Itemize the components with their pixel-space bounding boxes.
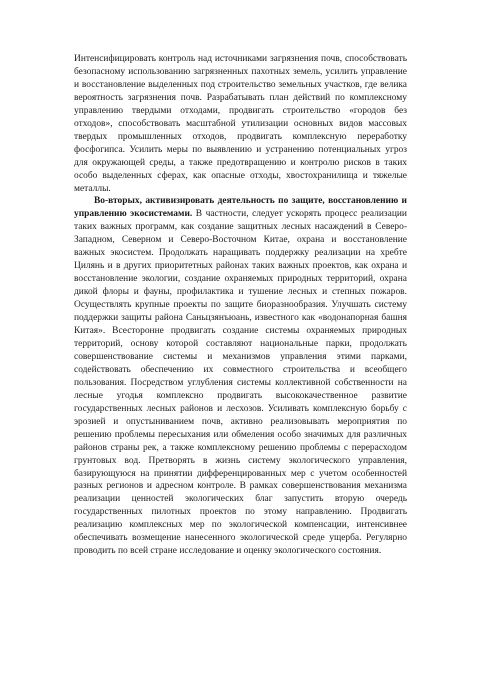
paragraph-2-text: В частности, следует ускорять процесс реализации таких важных программ, как создание защитных лесных насаждений в Северо-Западном, Северном и Северо-Восточном Китае, охрана и восстановление важных экосистем. Продолжать наращивать поддержку реализации на хребте Цилянь и в других приоритетных районах таких важных проектов, как охрана и восстановление экологии, создание охраняемых природных территорий, охрана дикой флоры и фауны, профилактика и тушение лесных и степных пожаров. Осуществлять крупные проекты по защите биоразнообразия. Улучшать систему поддержки защиты района Саньцзянъюань, известного как «водонапорная башня Китая». Всесторонне продвигать создание системы охраняемых природных территорий, основу которой составляют национальные парки, продолжать совершенствование системы и механизмов управления этими парками, содействовать обеспечению их совместного строительства и всеобщего пользования. Посредством углубления системы коллективной собственности на лесные угодья комплексно продвигать высококачественное развитие государственных лесных районов и лесхозов. Усиливать комплексную борьбу с эрозией и опустыниванием почв, активно реализовывать мероприятия по решению проблемы пересыхания или обмеления особо значимых для различных районов страны рек, а также комплексному решению проблемы с перерасходом грунтовых вод. Претворять в жизнь систему экологического управления, базирующуюся на принятии дифференцированных мер с учетом особенностей разных регионов и адресном контроле. В рамках совершенствования механизма реализации ценностей экологических благ запустить вторую очередь государственных пилотных проектов по этому направлению. Продвигать реализацию комплексных мер по экологической компенсации, интенсивнее обеспечивать возмещение нанесенного экологической среде ущерба. Регулярно проводить по всей стране исследование и оценку экологического состояния. <box>74 209 407 557</box>
paragraph-2-lead: Во-вторых, активизировать деятельность по защите, восстановлению и управлению экосистемами. <box>74 196 407 220</box>
paragraph-2 <box>74 195 407 558</box>
paragraph-1-text: Интенсифицировать контроль над источниками загрязнения почв, способствовать безопасному использованию загрязненных пахотных земель, усилить управление и восстановление выделенных под строительство земельных участков, где велика вероятность загрязнения почв. Разрабатывать план действий по комплексному управлению твердыми отходами, продвигать строительство «городов без отходов», способствовать масштабной утилизации основных видов массовых твердых промышленных отходов, продвигать комплексную переработку фосфогипса. Усилить меры по выявлению и устранению потенциальных угроз для окружающей среды, а также предотвращению и контролю рисков в таких особо выделенных сферах, как опасные отходы, хвостохранилища и тяжелые металлы. <box>74 54 407 194</box>
paragraph-1 <box>74 53 407 195</box>
